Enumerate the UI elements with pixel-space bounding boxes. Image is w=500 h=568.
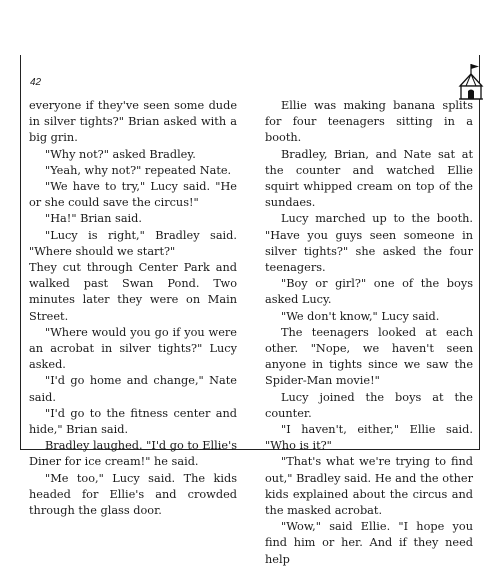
paragraph: Lucy joined the boys at the counter. [265,390,473,420]
paragraph: "I'd go to the fitness center and hide," Brian said. [29,406,237,437]
right-column [265,98,473,568]
paragraph: everyone if they've seen some dude in silver tights?" Brian asked with a big grin. [29,99,237,145]
left-column [29,98,237,519]
paragraph: Bradley laughed. "I'd go to Ellie's Diner for ice cream!" he said. [29,439,237,469]
paragraph: "Where would you go if you were an acrobat in silver tights?" Lucy asked. [29,325,237,372]
paragraph: Bradley, Brian, and Nate sat at the counter and watched Ellie squirt whipped cream on top of the sundaes. [265,147,473,210]
paragraph: "Wow," said Ellie. "I hope you find him or her. And if they need help [265,520,473,566]
paragraph: The teenagers looked at each other. "Nope, we haven't seen anyone in tights since we saw the Spider-Man movie!" [265,325,473,388]
paragraph: "That's what we're trying to find out," Bradley said. He and the other kids explained about the circus and the masked acrobat. [265,455,473,518]
paragraph: "Me too," Lucy said. The kids headed for Ellie's and crowded through the glass door. [29,471,237,518]
paragraph: "Yeah, why not?" repeated Nate. [45,163,232,177]
paragraph: "We have to try," Lucy said. "He or she could save the circus!" [29,180,237,210]
paragraph: "I haven't, either," Ellie said. "Who is it?" [265,423,473,453]
page-number: 42 [30,77,42,88]
paragraph: They cut through Center Park and walked past Swan Pond. Two minutes later they were on Main Street. [29,261,237,323]
paragraph: "We don't know," Lucy said. [281,309,440,323]
paragraph: "I'd go home and change," Nate said. [29,374,237,404]
paragraph: "Why not?" asked Bradley. [45,147,196,161]
paragraph: "Boy or girl?" one of the boys asked Lucy. [265,277,473,307]
paragraph: Ellie was making banana splits for four teenagers sitting in a booth. [265,99,473,145]
paragraph: "Lucy is right," Bradley said. "Where should we start?" [29,228,237,258]
paragraph: Lucy marched up to the booth. "Have you guys seen someone in silver tights?" she asked the four teenagers. [265,212,473,275]
paragraph: "Ha!" Brian said. [45,212,142,226]
